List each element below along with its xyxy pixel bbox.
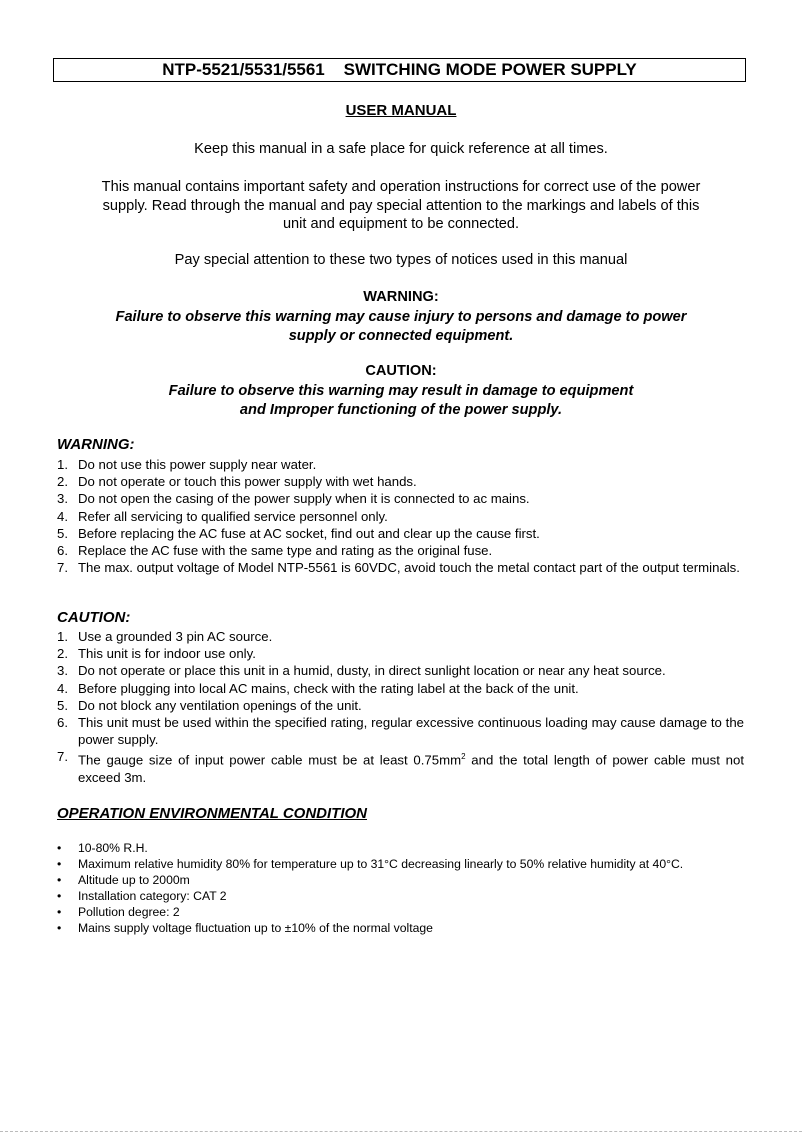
warning-list (57, 456, 744, 576)
caution-notice-line-1: Failure to observe this warning may result in damage to equipment (168, 383, 634, 399)
list-item: 6. This unit must be used within the specified rating, regular excessive continuous loading may cause damage to the power supply. (57, 715, 744, 748)
list-item: 7. The max. output voltage of Model NTP-5561 is 60VDC, avoid touch the metal contact part of the output terminals. (57, 560, 740, 576)
intro-line-3: unit and equipment to be connected. (282, 216, 520, 232)
caution-notice-line-2: and Improper functioning of the power supply. (239, 401, 563, 418)
list-item: • Altitude up to 2000m (57, 872, 190, 887)
list-item: 7. The gauge size of input power cable must be at least $0.75mm^2$ and the total length of power cable must not exceed 3m. (57, 749, 744, 786)
list-item: 3. Do not open the casing of the power supply when it is connected to ac mains. (57, 491, 530, 507)
list-item: 2. Do not operate or touch this power supply with wet hands. (57, 474, 417, 490)
list-item: 1. Do not use this power supply near water. (57, 457, 317, 472)
page-title: NTP-5521/5531/5561 SWITCHING MODE POWER SUPPLY (53, 58, 746, 82)
list-item: • 10-80% R.H. (57, 841, 148, 855)
environment-list (57, 841, 743, 936)
list-item: 6. Replace the AC fuse with the same type and rating as the original fuse. (57, 543, 493, 559)
warning-notice (40, 308, 762, 345)
list-item: 5. Before replacing the AC fuse at AC socket, find out and clear up the cause first. (57, 525, 540, 541)
caution-notice (40, 382, 762, 419)
list-item: • Maximum relative humidity 80% for temperature up to 31°C decreasing linearly to 50% relative humidity at 40°C. (57, 856, 684, 871)
intro-line-1: This manual contains important safety and operation instructions for correct use of the power (101, 179, 701, 195)
warning-notice-label: WARNING: (363, 289, 439, 305)
intro-paragraph (40, 178, 762, 234)
warning-notice-line-2: supply or connected equipment. (288, 327, 514, 344)
list-item: • Installation category: CAT 2 (57, 888, 227, 903)
list-item: 3. Do not operate or place this unit in a humid, dusty, in direct sunlight location or near any heat source. (57, 663, 666, 679)
page-bottom-divider (0, 1131, 802, 1133)
user-manual-heading: USER MANUAL (345, 102, 457, 119)
list-item: • Mains supply voltage fluctuation up to ±10% of the normal voltage (57, 920, 433, 935)
caution-notice-label: CAUTION: (365, 363, 437, 379)
list-item: 5. Do not block any ventilation openings of the unit. (57, 697, 362, 713)
warning-section-heading: WARNING: (57, 436, 135, 453)
caution-list (57, 628, 744, 786)
list-item: 4. Before plugging into local AC mains, check with the rating label at the back of the unit. (57, 680, 579, 696)
list-item: 2. This unit is for indoor use only. (57, 646, 256, 662)
list-item: 1. Use a grounded 3 pin AC source. (57, 629, 273, 644)
environment-heading: OPERATION ENVIRONMENTAL CONDITION (57, 805, 368, 822)
list-item: • Pollution degree: 2 (57, 904, 180, 919)
list-item: 4. Refer all servicing to qualified service personnel only. (57, 508, 388, 524)
notices-line: Pay special attention to these two types of notices used in this manual (174, 252, 628, 268)
warning-notice-line-1: Failure to observe this warning may cause injury to persons and damage to power (115, 309, 687, 325)
keep-manual-line: Keep this manual in a safe place for quick reference at all times. (194, 141, 608, 157)
caution-section-heading: CAUTION: (57, 609, 131, 626)
intro-line-2: supply. Read through the manual and pay special attention to the markings and labels of this (102, 197, 700, 214)
